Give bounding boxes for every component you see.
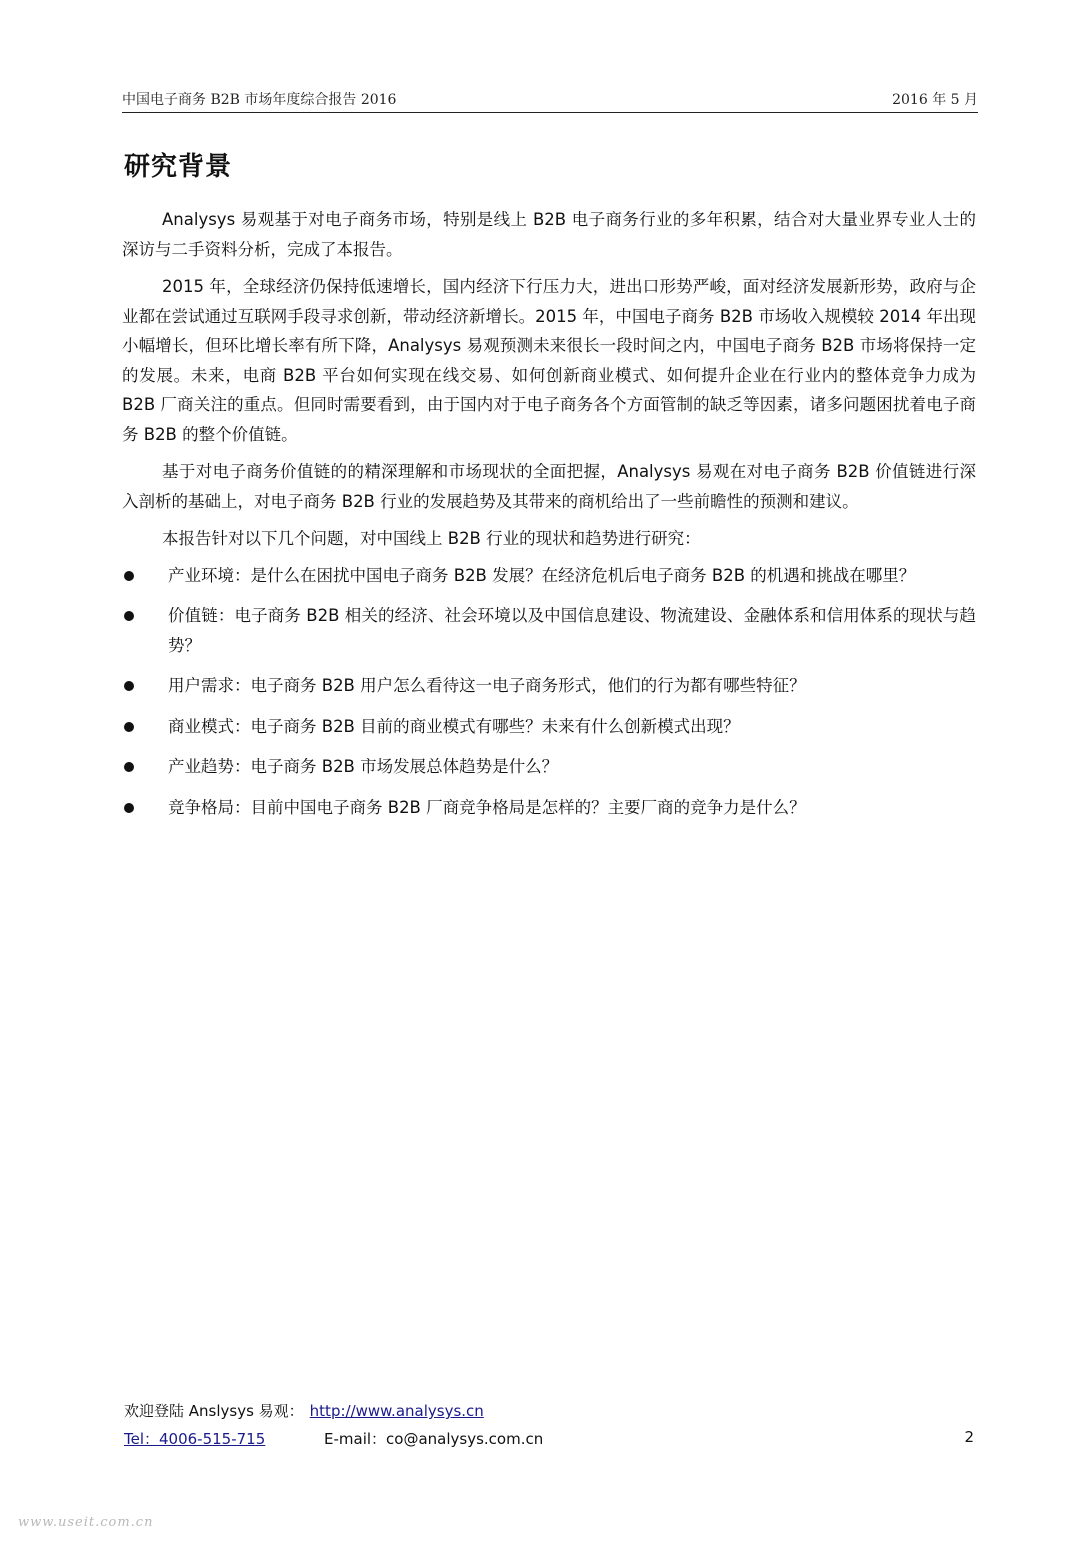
list-item	[122, 712, 976, 742]
watermark: www.useit.com.cn	[18, 1515, 154, 1530]
website-link[interactable]: http://www.analysys.cn	[309, 1402, 484, 1420]
section-body	[122, 205, 976, 833]
report-date-header: 2016 年 5 月	[892, 92, 978, 108]
bullet-icon	[124, 681, 134, 691]
bullet-icon	[124, 722, 134, 732]
footer-welcome-line	[124, 1400, 484, 1421]
report-title-header: 中国电子商务 B2B 市场年度综合报告 2016	[122, 92, 397, 108]
list-item-text: 价值链：电子商务 B2B 相关的经济、社会环境以及中国信息建设、物流建设、金融体系和信用体系的现状与趋势？	[168, 606, 976, 655]
list-item-text: 产业趋势：电子商务 B2B 市场发展总体趋势是什么？	[168, 757, 559, 776]
bullet-icon	[124, 611, 134, 621]
footer-welcome-text: 欢迎登陆 Anslysys 易观：	[124, 1402, 304, 1420]
bullet-icon	[124, 571, 134, 581]
list-item	[122, 793, 976, 823]
email-text: E-mail：co@analysys.com.cn	[324, 1430, 544, 1448]
list-item	[122, 601, 976, 660]
list-item-text: 用户需求：电子商务 B2B 用户怎么看待这一电子商务形式，他们的行为都有哪些特征？	[168, 676, 806, 695]
phone-link[interactable]: Tel：4006-515-715	[124, 1430, 266, 1448]
bullet-icon	[124, 762, 134, 772]
page-header	[122, 86, 978, 113]
list-item-text: 商业模式：电子商务 B2B 目前的商业模式有哪些？未来有什么创新模式出现？	[168, 716, 740, 736]
page-number: 2	[964, 1428, 974, 1446]
list-item	[122, 671, 976, 701]
list-item-text: 产业环境：是什么在困扰中国电子商务 B2B 发展？在经济危机后电子商务 B2B 的机遇和挑战在哪里？	[168, 565, 916, 585]
paragraph: Analysys 易观基于对电子商务市场，特别是线上 B2B 电子商务行业的多年积累，结合对大量业界专业人士的深访与二手资料分析，完成了本报告。	[122, 210, 976, 259]
footer-contact-line	[124, 1428, 976, 1449]
paragraph: 2015 年，全球经济仍保持低速增长，国内经济下行压力大，进出口形势严峻，面对经济发展新形势，政府与企业都在尝试通过互联网手段寻求创新，带动经济新增长。2015 年，中国电子商务 B2B 市场收入规模较 2014 年出现小幅增长，但环比增长率有所下降，Analysys 易观预测未来很长一段时间之内，中国电子商务 B2B 市场将保持一定的发展。未来，电商 B2B 平台如何实现在线交易、如何创新商业模式、如何提升企业在行业内的整体竞争力成为 B2B 厂商关注的重点。但同时需要看到，由于国内对于电子商务各个方面管制的缺乏等因素，诸多问题困扰着电子商务 B2B 的整个价值链。	[122, 277, 976, 444]
bullet-intro: 本报告针对以下几个问题，对中国线上 B2B 行业的现状和趋势进行研究：	[162, 529, 701, 548]
list-item-text: 竞争格局：目前中国电子商务 B2B 厂商竞争格局是怎样的？主要厂商的竞争力是什么？	[168, 797, 806, 817]
paragraph: 基于对电子商务价值链的的精深理解和市场现状的全面把握，Analysys 易观在对电子商务 B2B 价值链进行深入剖析的基础上，对电子商务 B2B 行业的发展趋势及其带来的商机给出了一些前瞻性的预测和建议。	[122, 462, 976, 511]
bullet-icon	[124, 803, 134, 813]
question-list	[122, 561, 976, 823]
list-item	[122, 752, 976, 782]
section-title: 研究背景	[124, 152, 233, 182]
list-item	[122, 561, 976, 591]
